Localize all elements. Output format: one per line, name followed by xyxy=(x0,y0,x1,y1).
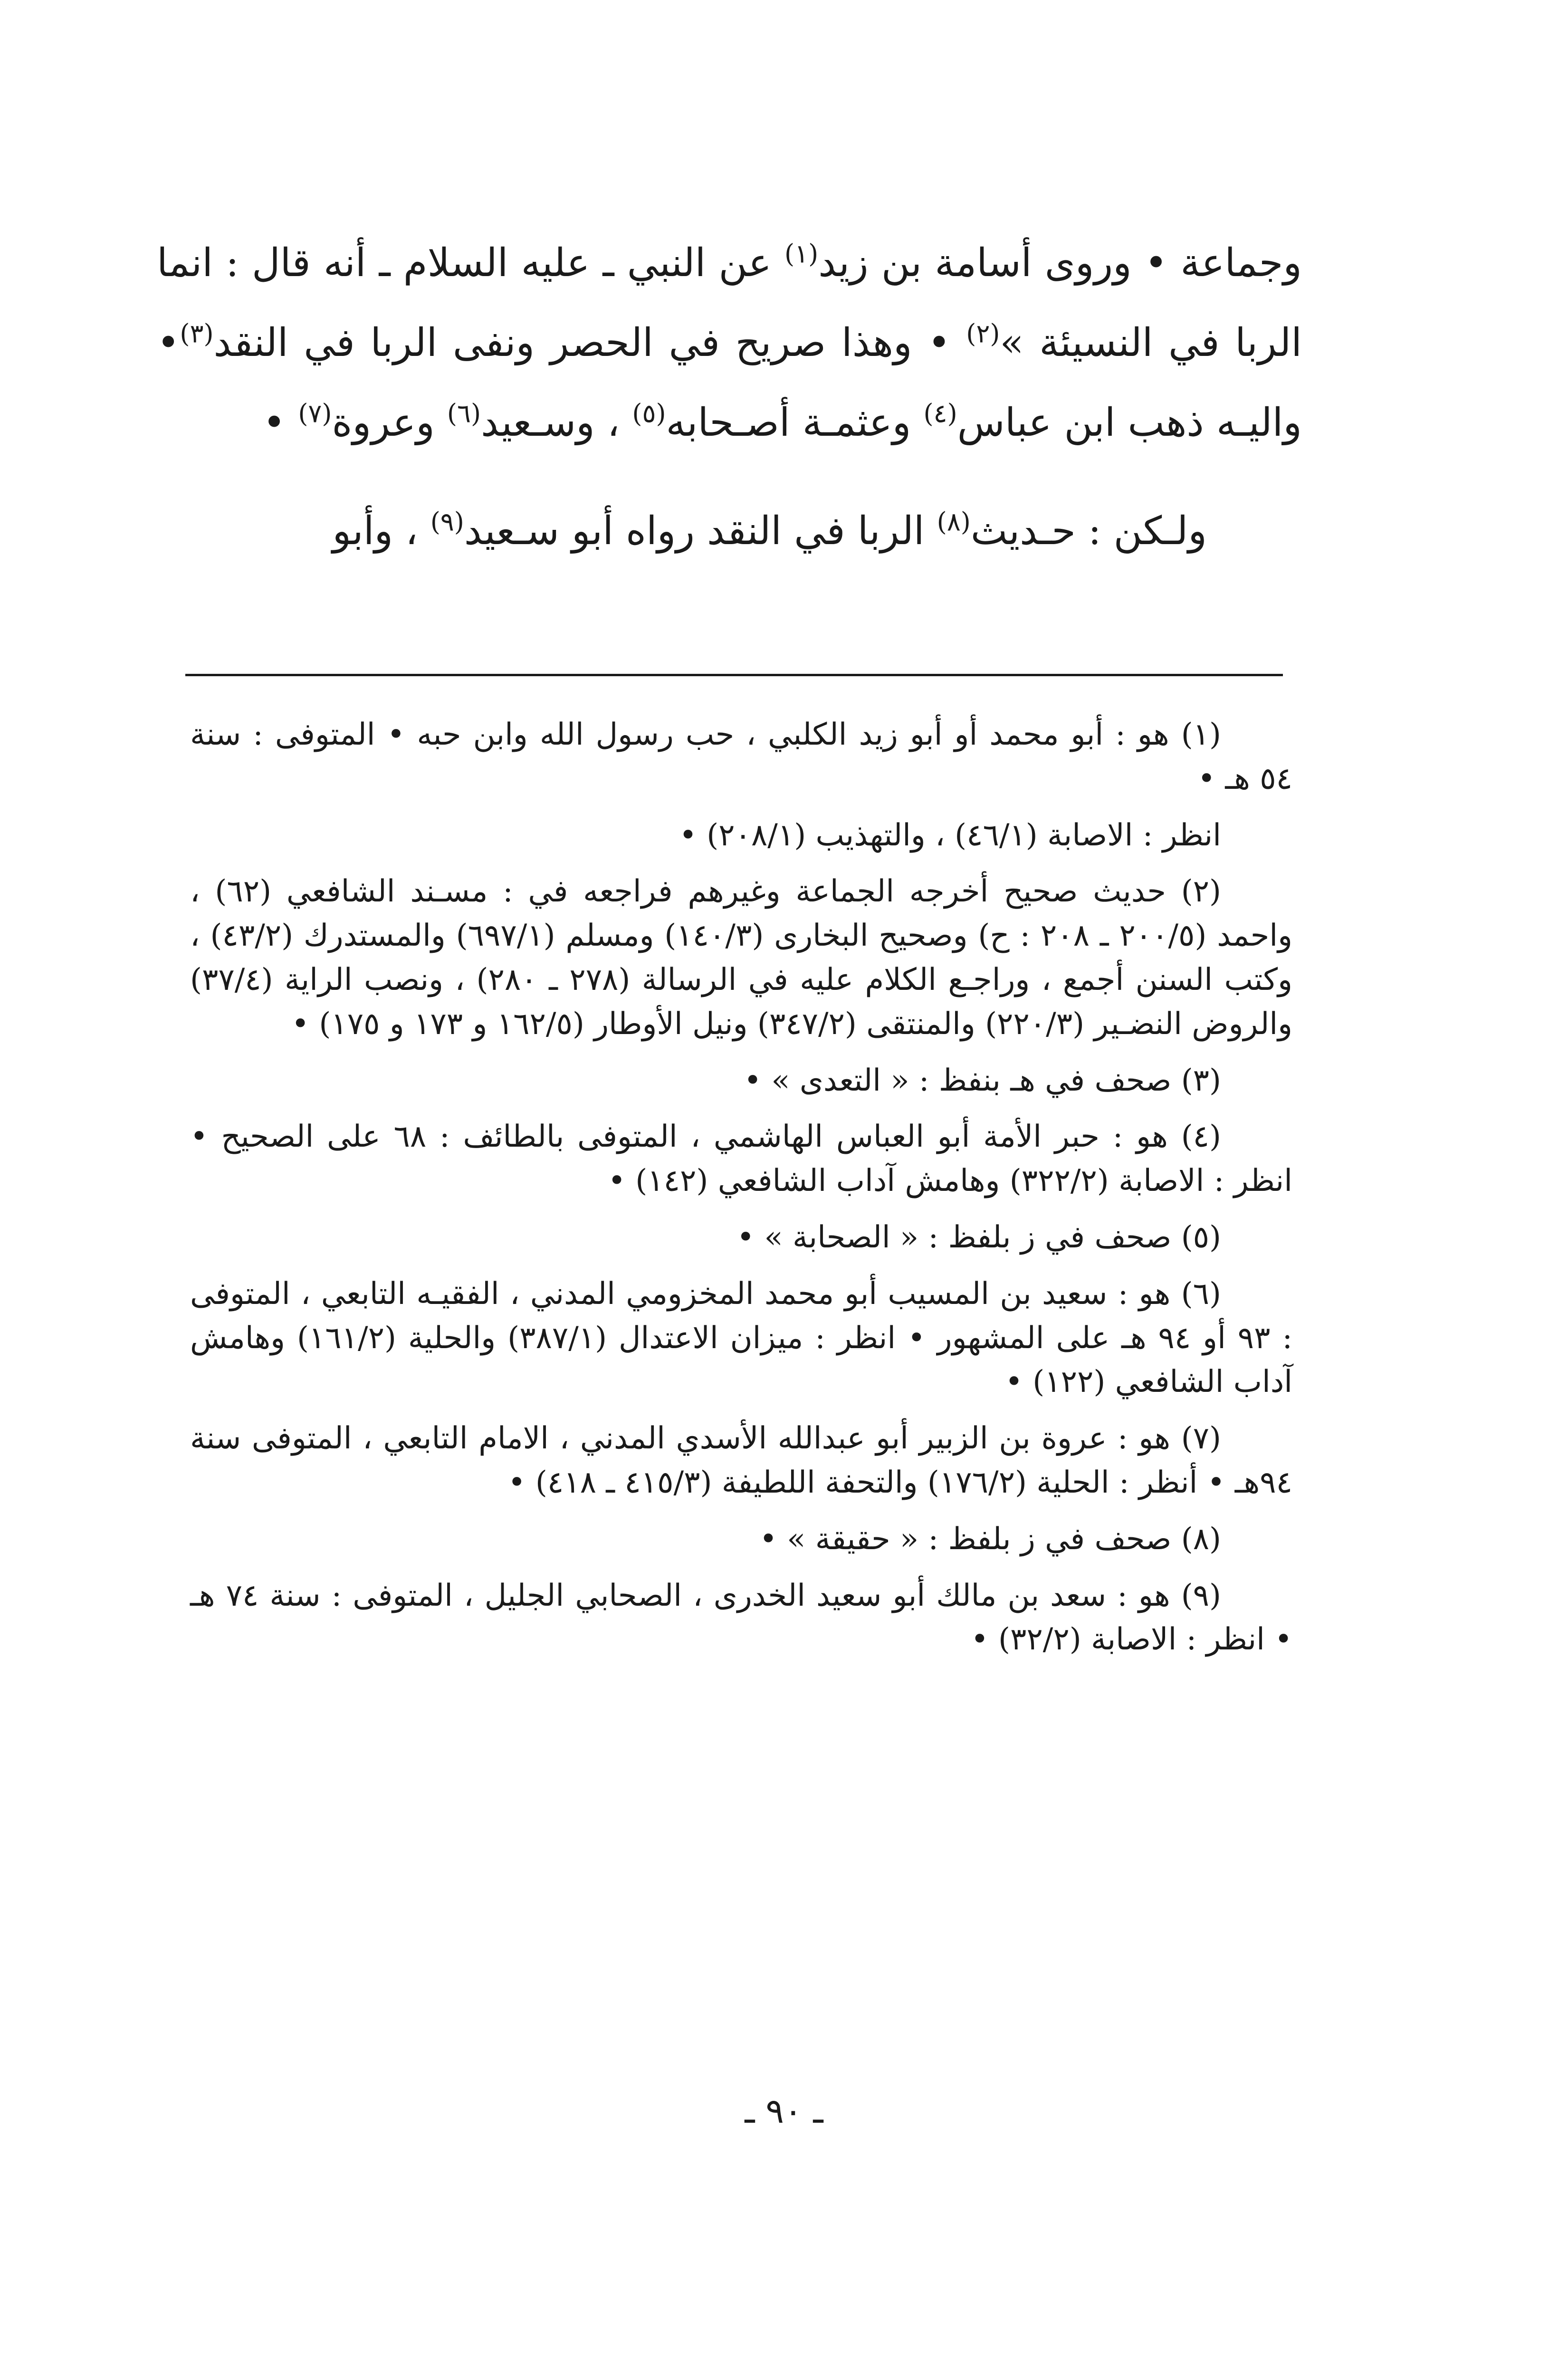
text-segment: ، وسـعيد xyxy=(481,400,632,445)
footnote-4: (٤) هو : حبر الأمة أبو العباس الهاشمي ، المتوفى بالطائف : ٦٨ على الصحيح • انظر : الاصابة (٣٢٢/٢) وهامش آداب الشافعي (١٤٢) • xyxy=(190,1119,1292,1199)
main-paragraph-1-text xyxy=(157,223,1302,463)
footnote-5: (٥) صحف في ز بلفظ : « الصحابة » • xyxy=(736,1219,1221,1255)
footnote-1-sources: انظر : الاصابة (٤٦/١) ، والتهذيب (٢٠٨/١) • xyxy=(679,817,1221,853)
text-segment: • واليـه ذهب ابن عباس xyxy=(157,320,1302,445)
main-paragraph-1 xyxy=(157,223,1302,463)
footnote-2: (٢) حديث صحيح أخرجه الجماعة وغيرهم فراجعه في : مسـند الشافعي (٦٢) ، واحمد (٢٠٠/٥ ـ ٢٠٨ : ح) وصحيح البخارى (١٤٠/٣) ومسلم (٦٩٧/١) والمستدرك (٤٣/٢) ، وكتب السنن أجمع ، وراجـع الكلام عليه في الرسالة (٢٧٨ ـ ٢٨٠) ، ونصب الراية (٣٧/٤) والروض النضـير (٢٢٠/٣) والمنتقى (٣٤٧/٢) ونيل الأوطار (١٦٢/٥ و ١٧٣ و ١٧٥) • xyxy=(190,874,1293,1042)
text-segment: ولـكن : حـديث xyxy=(970,508,1207,554)
footnote-ref-6: (٦) xyxy=(447,398,481,429)
main-paragraph-2 xyxy=(157,491,1302,571)
text-segment: عن النبي ـ عليه السلام ـ أنه قال : انما الربا في النسيئة » xyxy=(157,240,1302,365)
text-segment: وجماعة • وروى أسامة بن زيد xyxy=(818,240,1302,286)
footnote-8: (٨) صحف في ز بلفظ : « حقيقة » • xyxy=(759,1521,1221,1557)
footnote-3: (٣) صحف في هـ بنفظ : « التعدى » • xyxy=(744,1063,1221,1098)
footnote-7: (٧) هو : عروة بن الزبير أبو عبدالله الأسدي المدني ، الامام التابعي ، المتوفى سنة ٩٤هـ • أنظر : الحلية (١٧٦/٢) والتحفة اللطيفة (٤١٥/٣ ـ ٤١٨) • xyxy=(190,1421,1292,1500)
page-number: ـ ٩٠ ـ xyxy=(745,2091,823,2131)
text-segment: وعروة xyxy=(332,400,447,445)
footnote-9: (٩) هو : سعد بن مالك أبو سعيد الخدرى ، الصحابي الجليل ، المتوفى : سنة ٧٤ هـ • انظر : الاصابة (٣٢/٢) • xyxy=(190,1578,1292,1657)
footnote-ref-1: (١) xyxy=(784,239,819,269)
footnote-ref-5: (٥) xyxy=(632,398,666,429)
footnote-ref-9: (٩) xyxy=(430,507,464,537)
footnote-ref-7: (٧) xyxy=(298,398,332,429)
text-segment: ، وأبو xyxy=(332,508,430,554)
footnote-ref-3: (٣) xyxy=(180,318,214,349)
text-segment: الربا في النقد رواه أبو سـعيد xyxy=(464,508,937,554)
text-segment: • وهذا صريح في الحصر ونفى الربا في النقد xyxy=(213,320,966,365)
footnote-divider xyxy=(185,674,1283,676)
footnote-ref-2: (٢) xyxy=(966,318,1000,349)
footnote-1: (١) هو : أبو محمد أو أبو زيد الكلبي ، حب رسول الله وابن حبه • المتوفى : سنة ٥٤ هـ • xyxy=(190,717,1292,796)
footnote-ref-8: (٨) xyxy=(937,507,971,537)
footnote-ref-4: (٤) xyxy=(923,398,957,429)
footnote-6: (٦) هو : سعيد بن المسيب أبو محمد المخزومي المدني ، الفقيـه التابعي ، المتوفى : ٩٣ أو ٩٤ هـ على المشهور • انظر : ميزان الاعتدال (٣٨٧/١) والحلية (١٦١/٢) وهامش آداب الشافعي (١٢٢) • xyxy=(190,1276,1293,1400)
main-text xyxy=(157,223,1302,571)
text-segment: وعثمـة أصـحابه xyxy=(666,400,924,445)
text-segment: • xyxy=(262,400,298,445)
footnotes xyxy=(190,713,1292,1674)
